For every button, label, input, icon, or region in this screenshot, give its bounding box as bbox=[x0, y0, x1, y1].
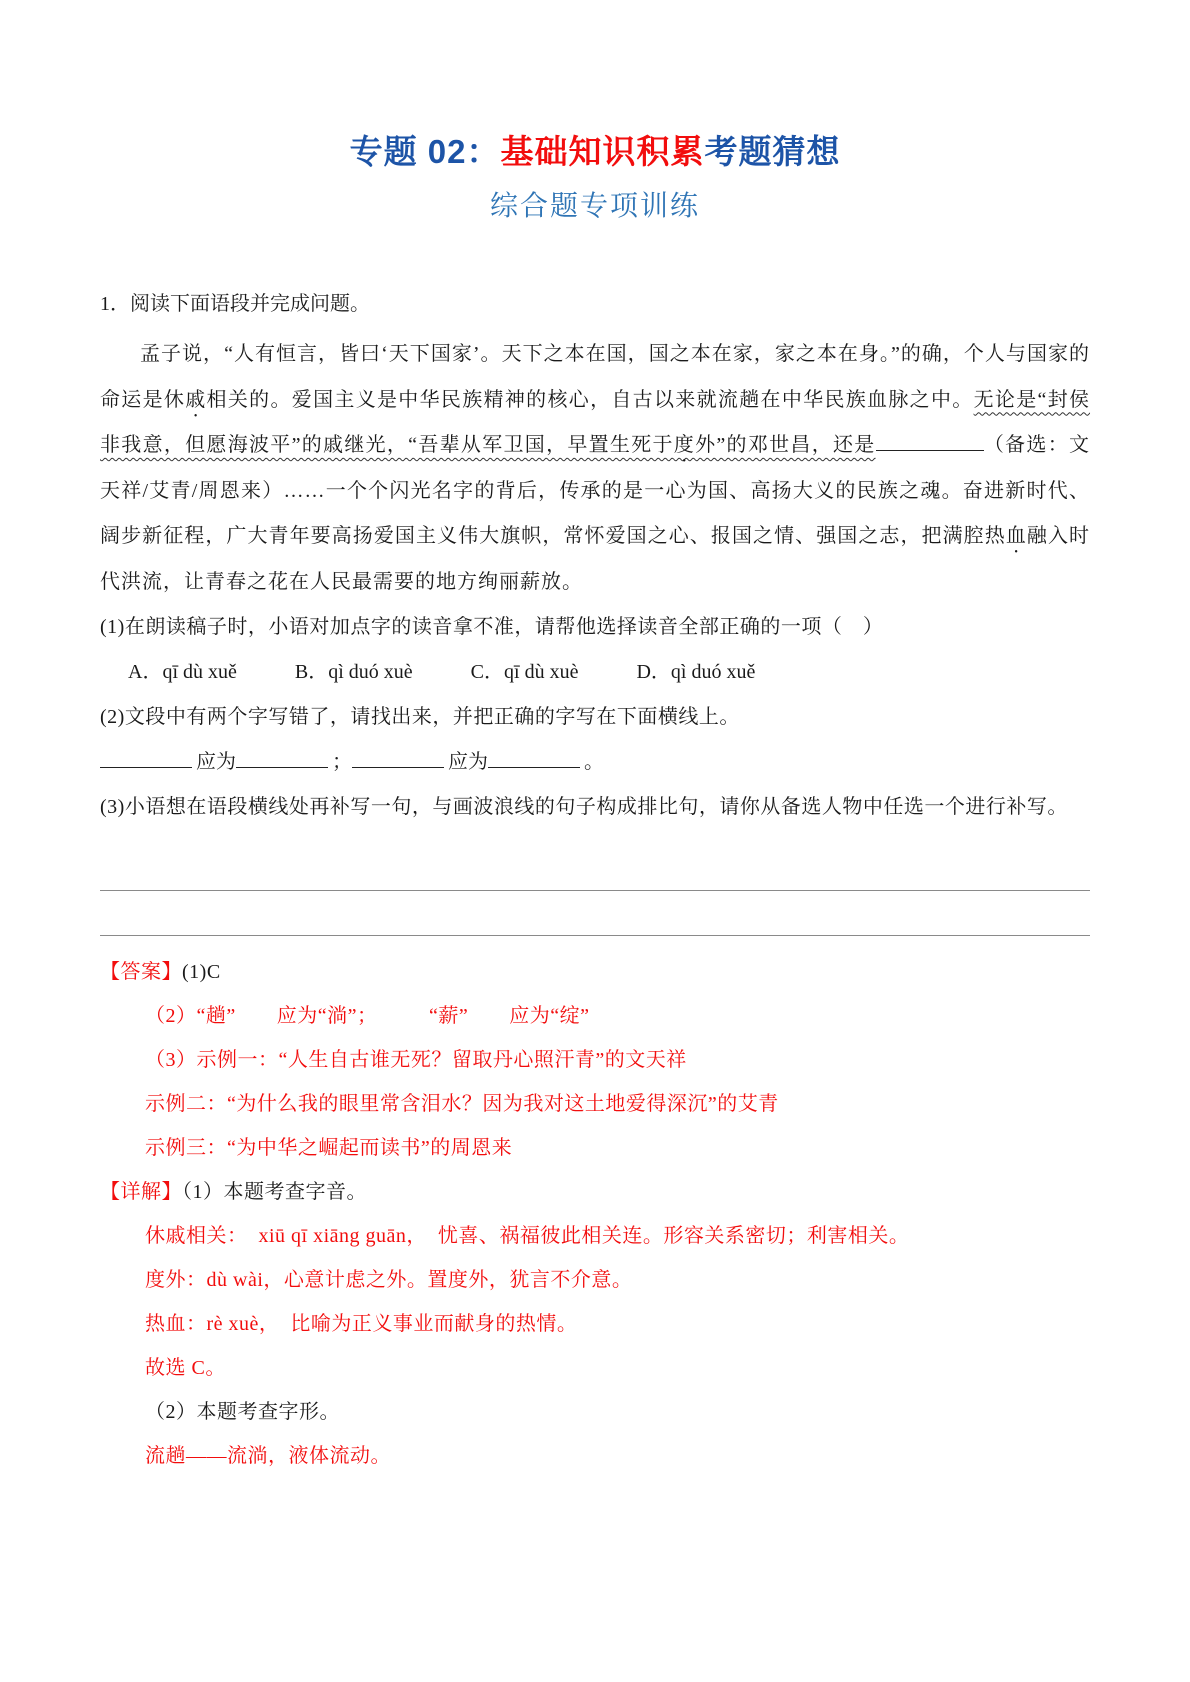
page-subtitle: 综合题专项训练 bbox=[489, 190, 700, 221]
fill-in-blank-line bbox=[876, 428, 984, 451]
answer-writing-line-2 bbox=[100, 891, 1090, 936]
blank-line-2 bbox=[236, 745, 328, 768]
blank-separator: ； bbox=[332, 751, 352, 773]
title-prefix: 专题 02： bbox=[349, 133, 501, 170]
passage-text: 无论是“封侯非我意，但愿海波平”的戚继光，“吾辈从军卫国，早置生死于 bbox=[100, 388, 1091, 456]
options-row bbox=[100, 650, 1090, 695]
blank-line-4 bbox=[488, 745, 580, 768]
answer-label: 【答案】 bbox=[100, 961, 182, 983]
answer-writing-line-1 bbox=[100, 848, 1090, 891]
answer-row-3: （3）示例一：“人生自古谁无死？留取丹心照汗青”的文天祥 bbox=[145, 1049, 687, 1071]
dotted-char-du: 度 bbox=[673, 434, 696, 456]
option-a: A．qī dù xuě bbox=[128, 661, 237, 683]
answer-section bbox=[100, 950, 1090, 1478]
option-d: D．qì duó xuě bbox=[636, 661, 756, 683]
question-2-blanks bbox=[100, 740, 1090, 785]
blank-line-1 bbox=[100, 745, 192, 768]
sub-question-3: (3)小语想在语段横线处再补写一句，与画波浪线的句子构成排比句，请你从备选人物中任选一个进行补写。 bbox=[100, 796, 1068, 818]
dotted-char-qi: 戚 bbox=[185, 388, 207, 411]
blank-label-1: 应为 bbox=[196, 751, 236, 773]
explain-row-2: 休戚相关： xiū qī xiāng guān， 忧喜、祸福彼此相关连。形容关系密切；利害相关。 bbox=[145, 1225, 910, 1247]
explain-row-1 bbox=[100, 1170, 1090, 1214]
sub-question-2: (2)文段中有两个字写错了，请找出来，并把正确的字写在下面横线上。 bbox=[100, 706, 740, 728]
page-title bbox=[100, 132, 1090, 172]
option-c: C．qī dù xuè bbox=[470, 661, 579, 683]
answer-row-5: 示例三：“为中华之崛起而读书”的周恩来 bbox=[145, 1137, 513, 1159]
option-b: B．qì duó xuè bbox=[294, 661, 413, 683]
blank-label-2: 应为 bbox=[448, 751, 488, 773]
passage-text: （备选：文天祥/艾青/周恩来）……一个个闪光名字的背后，传承的是一心为国、高扬大义的民族之魂。奋进新时代、阔步新征程，广大青年要高扬爱国主义伟大旗帜，常怀爱国之心、报国之情、强国之志，把满腔热 bbox=[100, 434, 1090, 547]
passage-text: 孟子说，“人有恒言，皆曰‘天下国家’。天下之本在国，国之本在家，家之本在身。”的确，个人与国家的命运是休 bbox=[100, 343, 1090, 411]
blank-line-3 bbox=[352, 745, 444, 768]
passage-text: 融入时代洪流，让青春之花在人民最需要的地方绚丽薪放。 bbox=[100, 525, 1091, 593]
explain-row-7: 流趟——流淌，液体流动。 bbox=[145, 1445, 391, 1467]
blank-end-punct: 。 bbox=[584, 751, 604, 773]
explain-row-4: 热血：rè xuè， 比喻为正义事业而献身的热情。 bbox=[145, 1313, 578, 1335]
passage-paragraph bbox=[100, 332, 1090, 605]
explain-1: （1）本题考查字音。 bbox=[182, 1181, 367, 1203]
answer-row-2: （2）“趟” 应为“淌”； “薪” 应为“绽” bbox=[145, 1005, 590, 1027]
answer-row-1 bbox=[100, 950, 1090, 994]
explain-label: 【详解】 bbox=[100, 1181, 182, 1203]
explain-row-3: 度外：dù wài，心意计虑之外。置度外，犹言不介意。 bbox=[145, 1269, 633, 1291]
title-suffix: 考题猜想 bbox=[704, 133, 841, 170]
passage-text: 相关的。爱国主义是中华民族精神的核心，自古以来就流趟在中华民族血脉之中。 bbox=[206, 388, 974, 411]
answer-1: (1)C bbox=[182, 961, 221, 983]
sub-question-1: (1)在朗读稿子时，小语对加点字的读音拿不准，请帮他选择读音全部正确的一项（ ） bbox=[100, 616, 884, 638]
explain-row-6: （2）本题考查字形。 bbox=[145, 1401, 340, 1423]
explain-row-5: 故选 C。 bbox=[145, 1357, 226, 1379]
answer-row-4: 示例二：“为什么我的眼里常含泪水？因为我对这土地爱得深沉”的艾青 bbox=[145, 1093, 779, 1115]
title-keyword: 基础知识积累 bbox=[500, 133, 705, 170]
passage-text: 外”的邓世昌，还是 bbox=[695, 434, 876, 456]
dotted-char-xue: 血 bbox=[1005, 525, 1027, 547]
question-stem: 1．阅读下面语段并完成问题。 bbox=[100, 293, 370, 315]
